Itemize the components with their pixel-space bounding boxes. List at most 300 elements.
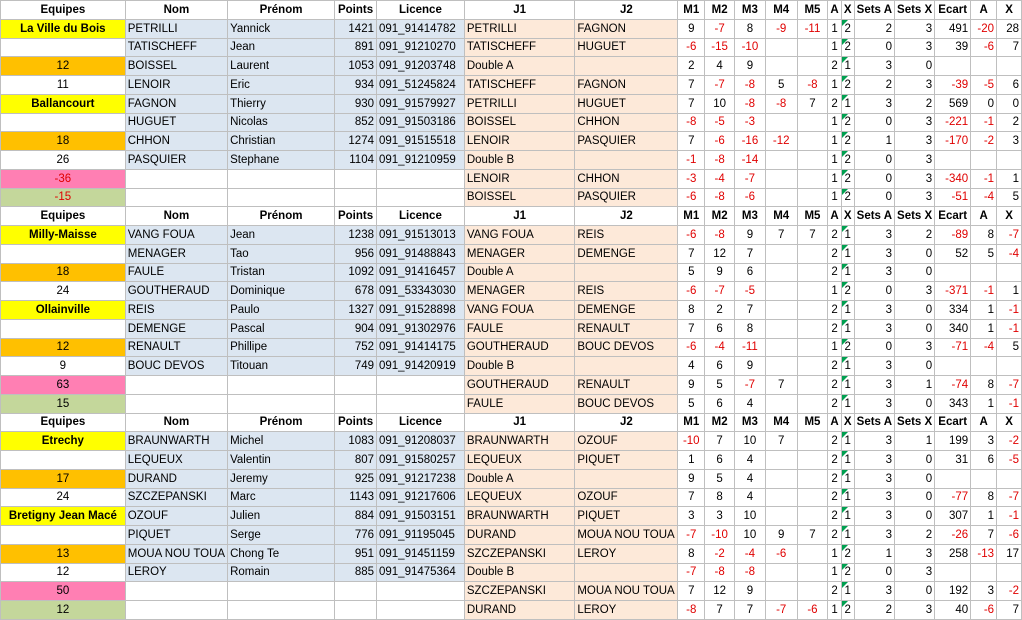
column-header[interactable]: M4 [765,207,797,226]
column-header[interactable]: M4 [765,413,797,432]
player-prenom[interactable]: Marc [228,488,335,507]
empty-cell[interactable] [1,526,126,545]
set-score[interactable]: -8 [678,113,705,132]
sets-a[interactable]: 3 [854,376,894,395]
column-header[interactable]: A [971,207,997,226]
sets-a[interactable]: 3 [854,57,894,76]
result-x[interactable]: 1 [841,488,854,507]
match-j1[interactable]: LENOIR [464,132,574,151]
sets-x[interactable]: 0 [895,394,935,413]
set-score[interactable]: 8 [705,488,735,507]
match-j1[interactable]: GOUTHERAUD [464,376,574,395]
match-j2[interactable]: FAGNON [575,76,678,95]
set-score[interactable]: 7 [765,432,797,451]
empty-cell[interactable] [125,376,227,395]
set-score[interactable]: 10 [735,526,766,545]
result-a[interactable]: 1 [828,38,841,57]
result-x[interactable]: 2 [841,113,854,132]
column-header[interactable]: Sets X [895,207,935,226]
column-header[interactable]: M1 [678,207,705,226]
points-x[interactable]: -7 [997,226,1022,245]
player-prenom[interactable]: Phillipe [228,338,335,357]
column-header[interactable]: M4 [765,1,797,20]
ecart[interactable]: 39 [935,38,971,57]
points-x[interactable]: -6 [997,526,1022,545]
set-score[interactable]: 4 [735,488,766,507]
result-a[interactable]: 2 [828,394,841,413]
sets-x[interactable]: 0 [895,357,935,376]
empty-cell[interactable] [377,188,465,207]
set-score[interactable]: 10 [705,94,735,113]
column-header[interactable]: Ecart [935,1,971,20]
set-score[interactable] [797,451,828,470]
team-a-name[interactable]: Etrechy [1,432,126,451]
points-a[interactable]: 1 [971,319,997,338]
match-j1[interactable]: Double B [464,151,574,170]
match-j1[interactable]: TATISCHEFF [464,76,574,95]
player-licence[interactable]: 091_91579927 [377,94,465,113]
set-score[interactable]: 3 [705,507,735,526]
set-score[interactable]: 12 [705,244,735,263]
sets-x[interactable]: 3 [895,151,935,170]
result-a[interactable]: 2 [828,57,841,76]
result-x[interactable]: 1 [841,226,854,245]
points-x[interactable]: 3 [997,132,1022,151]
player-licence[interactable]: 091_91420919 [377,357,465,376]
player-prenom[interactable]: Chong Te [228,544,335,563]
ecart[interactable]: 40 [935,601,971,620]
match-j2[interactable]: REIS [575,282,678,301]
player-licence[interactable]: 091_91210959 [377,151,465,170]
column-header[interactable]: A [828,1,841,20]
player-points[interactable]: 934 [335,76,377,95]
set-score[interactable]: -7 [735,169,766,188]
ecart[interactable] [935,151,971,170]
points-x[interactable]: 2 [997,113,1022,132]
points-x[interactable] [997,357,1022,376]
player-licence[interactable]: 091_91580257 [377,451,465,470]
team-b-name[interactable]: Ballancourt [1,94,126,113]
column-header[interactable]: J2 [575,1,678,20]
column-header[interactable]: X [997,1,1022,20]
set-score[interactable]: 9 [735,226,766,245]
set-score[interactable]: -8 [797,76,828,95]
ecart[interactable] [935,563,971,582]
sets-a[interactable]: 0 [854,282,894,301]
column-header[interactable]: M2 [705,413,735,432]
sets-x[interactable]: 2 [895,94,935,113]
set-score[interactable]: 7 [678,94,705,113]
result-a[interactable]: 2 [828,451,841,470]
column-header[interactable]: Licence [377,413,465,432]
set-score[interactable]: -12 [765,132,797,151]
player-nom[interactable]: MENAGER [125,244,227,263]
diff-sets[interactable]: 12 [1,601,126,620]
player-licence[interactable]: 091_51245824 [377,76,465,95]
set-score[interactable]: 9 [765,526,797,545]
match-j1[interactable]: TATISCHEFF [464,38,574,57]
set-score[interactable]: 7 [678,132,705,151]
sets-x[interactable]: 3 [895,563,935,582]
set-score[interactable]: 8 [735,319,766,338]
column-header[interactable]: M1 [678,413,705,432]
set-score[interactable] [797,432,828,451]
player-prenom[interactable]: Yannick [228,19,335,38]
set-score[interactable]: 10 [735,507,766,526]
points-x[interactable]: -4 [997,244,1022,263]
result-a[interactable]: 1 [828,151,841,170]
player-nom[interactable]: PIQUET [125,526,227,545]
points-a[interactable]: -1 [971,113,997,132]
sets-a[interactable]: 3 [854,526,894,545]
set-score[interactable]: 2 [678,57,705,76]
player-points[interactable]: 1083 [335,432,377,451]
player-prenom[interactable]: Thierry [228,94,335,113]
sets-a[interactable]: 3 [854,507,894,526]
points-a[interactable]: 6 [971,451,997,470]
set-score[interactable]: 6 [705,451,735,470]
team-a-score[interactable]: 17 [1,469,126,488]
match-j2[interactable]: FAGNON [575,19,678,38]
sets-a[interactable]: 3 [854,244,894,263]
points-a[interactable]: -13 [971,544,997,563]
points-x[interactable]: 1 [997,282,1022,301]
ecart[interactable]: 334 [935,301,971,320]
result-a[interactable]: 2 [828,226,841,245]
points-a[interactable] [971,469,997,488]
empty-cell[interactable] [125,188,227,207]
set-score[interactable]: -7 [705,76,735,95]
points-x[interactable]: -1 [997,301,1022,320]
set-score[interactable] [797,301,828,320]
set-score[interactable]: 9 [735,57,766,76]
set-score[interactable]: 4 [678,357,705,376]
points-x[interactable]: 17 [997,544,1022,563]
match-j2[interactable]: MOUA NOU TOUA [575,582,678,601]
result-x[interactable]: 2 [841,76,854,95]
player-prenom[interactable]: Laurent [228,57,335,76]
player-nom[interactable]: VANG FOUA [125,226,227,245]
empty-cell[interactable] [1,451,126,470]
points-a[interactable]: 7 [971,526,997,545]
result-x[interactable]: 1 [841,263,854,282]
points-x[interactable]: -7 [997,376,1022,395]
set-score[interactable]: -7 [678,563,705,582]
set-score[interactable] [797,582,828,601]
points-x[interactable] [997,57,1022,76]
set-score[interactable]: 4 [735,469,766,488]
match-j1[interactable]: BOISSEL [464,188,574,207]
match-j2[interactable] [575,263,678,282]
result-a[interactable]: 2 [828,319,841,338]
player-nom[interactable]: BRAUNWARTH [125,432,227,451]
team-a-name[interactable]: La Ville du Bois [1,19,126,38]
match-j1[interactable]: LEQUEUX [464,488,574,507]
match-j2[interactable]: LEROY [575,544,678,563]
set-score[interactable] [797,507,828,526]
set-score[interactable]: 10 [735,432,766,451]
set-score[interactable]: 7 [797,226,828,245]
team-a-score[interactable]: 12 [1,57,126,76]
points-a[interactable]: 8 [971,488,997,507]
match-j1[interactable]: Double B [464,357,574,376]
set-score[interactable] [797,544,828,563]
player-nom[interactable]: BOUC DEVOS [125,357,227,376]
match-j1[interactable]: DURAND [464,601,574,620]
player-prenom[interactable]: Julien [228,507,335,526]
empty-cell[interactable] [377,582,465,601]
sets-a[interactable]: 0 [854,563,894,582]
points-x[interactable]: 6 [997,76,1022,95]
match-j1[interactable]: Double A [464,263,574,282]
sets-x[interactable]: 0 [895,301,935,320]
player-prenom[interactable]: Eric [228,76,335,95]
result-a[interactable]: 2 [828,582,841,601]
player-nom[interactable]: REIS [125,301,227,320]
match-j1[interactable]: FAULE [464,394,574,413]
column-header[interactable]: M2 [705,207,735,226]
player-points[interactable]: 807 [335,451,377,470]
match-j1[interactable]: VANG FOUA [464,301,574,320]
column-header[interactable]: A [971,413,997,432]
match-j2[interactable] [575,563,678,582]
set-score[interactable]: 4 [705,57,735,76]
set-score[interactable] [797,469,828,488]
set-score[interactable]: 5 [705,376,735,395]
sets-x[interactable]: 3 [895,132,935,151]
diff-sets[interactable]: -15 [1,188,126,207]
player-licence[interactable]: 091_91217238 [377,469,465,488]
player-nom[interactable]: MOUA NOU TOUA [125,544,227,563]
points-a[interactable]: 1 [971,507,997,526]
set-score[interactable] [797,357,828,376]
player-licence[interactable]: 091_91414782 [377,19,465,38]
team-b-games[interactable]: 9 [1,357,126,376]
player-points[interactable]: 930 [335,94,377,113]
set-score[interactable]: -6 [678,38,705,57]
column-header[interactable]: J2 [575,413,678,432]
set-score[interactable]: 12 [705,582,735,601]
player-licence[interactable]: 091_91503186 [377,113,465,132]
match-j2[interactable]: REIS [575,226,678,245]
points-a[interactable]: -20 [971,19,997,38]
column-header[interactable]: Ecart [935,413,971,432]
player-points[interactable]: 1053 [335,57,377,76]
sets-x[interactable]: 3 [895,19,935,38]
points-a[interactable]: -2 [971,132,997,151]
points-x[interactable]: -2 [997,582,1022,601]
player-licence[interactable]: 091_91528898 [377,301,465,320]
result-x[interactable]: 1 [841,244,854,263]
player-points[interactable]: 925 [335,469,377,488]
ecart[interactable] [935,57,971,76]
sets-x[interactable]: 0 [895,244,935,263]
result-a[interactable]: 1 [828,169,841,188]
result-x[interactable]: 2 [841,188,854,207]
set-score[interactable]: -8 [765,94,797,113]
set-score[interactable] [797,263,828,282]
set-score[interactable]: 7 [705,601,735,620]
ecart[interactable]: 31 [935,451,971,470]
set-score[interactable] [765,282,797,301]
result-x[interactable]: 2 [841,282,854,301]
player-points[interactable]: 752 [335,338,377,357]
points-x[interactable]: -5 [997,451,1022,470]
empty-cell[interactable] [335,376,377,395]
sets-x[interactable]: 0 [895,582,935,601]
set-score[interactable]: -6 [678,188,705,207]
set-score[interactable]: -3 [735,113,766,132]
result-x[interactable]: 1 [841,432,854,451]
sets-x[interactable]: 0 [895,451,935,470]
player-prenom[interactable]: Dominique [228,282,335,301]
team-a-score[interactable]: 18 [1,263,126,282]
player-prenom[interactable]: Michel [228,432,335,451]
set-score[interactable]: 7 [735,301,766,320]
result-a[interactable]: 1 [828,601,841,620]
result-a[interactable]: 1 [828,19,841,38]
team-b-score[interactable]: 13 [1,544,126,563]
result-x[interactable]: 1 [841,451,854,470]
set-score[interactable] [797,188,828,207]
set-score[interactable]: -8 [705,188,735,207]
player-points[interactable]: 1143 [335,488,377,507]
match-j1[interactable]: PETRILLI [464,19,574,38]
set-score[interactable]: -10 [705,526,735,545]
match-j2[interactable]: PIQUET [575,507,678,526]
set-score[interactable] [765,38,797,57]
column-header[interactable]: A [828,207,841,226]
player-points[interactable]: 1327 [335,301,377,320]
set-score[interactable] [765,451,797,470]
result-x[interactable]: 1 [841,582,854,601]
set-score[interactable]: 7 [678,488,705,507]
sets-a[interactable]: 0 [854,169,894,188]
player-points[interactable]: 1092 [335,263,377,282]
match-j1[interactable]: PETRILLI [464,94,574,113]
sets-a[interactable]: 3 [854,488,894,507]
set-score[interactable] [765,488,797,507]
player-nom[interactable]: RENAULT [125,338,227,357]
points-a[interactable]: 0 [971,94,997,113]
match-j2[interactable]: DEMENGE [575,244,678,263]
set-score[interactable]: -7 [705,19,735,38]
column-header[interactable]: Points [335,207,377,226]
player-licence[interactable]: 091_91203748 [377,57,465,76]
set-score[interactable]: -8 [735,94,766,113]
set-score[interactable]: -8 [678,601,705,620]
set-score[interactable] [797,319,828,338]
empty-cell[interactable] [1,38,126,57]
player-points[interactable]: 1104 [335,151,377,170]
points-a[interactable] [971,263,997,282]
set-score[interactable]: 7 [678,319,705,338]
team-b-games[interactable]: 26 [1,151,126,170]
column-header[interactable]: Nom [125,413,227,432]
set-score[interactable]: 7 [678,244,705,263]
player-prenom[interactable]: Jean [228,226,335,245]
set-score[interactable]: -6 [705,132,735,151]
set-score[interactable]: -2 [705,544,735,563]
points-a[interactable] [971,151,997,170]
player-prenom[interactable]: Christian [228,132,335,151]
sets-x[interactable]: 3 [895,338,935,357]
set-score[interactable] [765,357,797,376]
player-prenom[interactable]: Pascal [228,319,335,338]
set-score[interactable]: 8 [735,19,766,38]
result-x[interactable]: 2 [841,544,854,563]
set-score[interactable]: -6 [678,282,705,301]
player-points[interactable]: 885 [335,563,377,582]
result-a[interactable]: 2 [828,469,841,488]
points-x[interactable]: 0 [997,94,1022,113]
player-nom[interactable]: DEMENGE [125,319,227,338]
points-a[interactable]: -6 [971,38,997,57]
sets-a[interactable]: 1 [854,132,894,151]
set-score[interactable]: -6 [735,188,766,207]
points-a[interactable]: 1 [971,301,997,320]
result-x[interactable]: 1 [841,357,854,376]
match-j2[interactable]: OZOUF [575,432,678,451]
empty-cell[interactable] [125,601,227,620]
sets-a[interactable]: 3 [854,469,894,488]
match-j2[interactable]: CHHON [575,113,678,132]
ecart[interactable]: 340 [935,319,971,338]
player-prenom[interactable]: Tao [228,244,335,263]
sets-a[interactable]: 3 [854,357,894,376]
set-score[interactable] [797,244,828,263]
set-score[interactable]: 7 [735,601,766,620]
set-score[interactable]: 7 [797,94,828,113]
column-header[interactable]: M5 [797,207,828,226]
player-points[interactable]: 956 [335,244,377,263]
result-x[interactable]: 1 [841,319,854,338]
set-score[interactable]: -5 [735,282,766,301]
diff-sets[interactable]: 15 [1,394,126,413]
sets-x[interactable]: 0 [895,507,935,526]
column-header[interactable]: Licence [377,1,465,20]
set-score[interactable] [765,188,797,207]
empty-cell[interactable] [125,394,227,413]
player-points[interactable]: 749 [335,357,377,376]
set-score[interactable]: -8 [705,226,735,245]
sets-a[interactable]: 3 [854,432,894,451]
ecart[interactable]: -371 [935,282,971,301]
sets-x[interactable]: 1 [895,432,935,451]
sets-a[interactable]: 2 [854,601,894,620]
set-score[interactable]: -10 [735,38,766,57]
set-score[interactable]: 7 [765,226,797,245]
player-licence[interactable]: 091_91302976 [377,319,465,338]
set-score[interactable] [797,151,828,170]
diff-total[interactable]: -36 [1,169,126,188]
sets-x[interactable]: 2 [895,226,935,245]
empty-cell[interactable] [228,376,335,395]
match-j2[interactable]: HUGUET [575,94,678,113]
set-score[interactable] [797,38,828,57]
result-a[interactable]: 1 [828,188,841,207]
sets-x[interactable]: 3 [895,38,935,57]
column-header[interactable]: Sets A [854,1,894,20]
set-score[interactable]: 9 [678,469,705,488]
column-header[interactable]: Licence [377,207,465,226]
empty-cell[interactable] [377,376,465,395]
empty-cell[interactable] [228,601,335,620]
result-x[interactable]: 1 [841,376,854,395]
sets-a[interactable]: 0 [854,188,894,207]
points-a[interactable]: -1 [971,282,997,301]
column-header[interactable]: Sets X [895,413,935,432]
